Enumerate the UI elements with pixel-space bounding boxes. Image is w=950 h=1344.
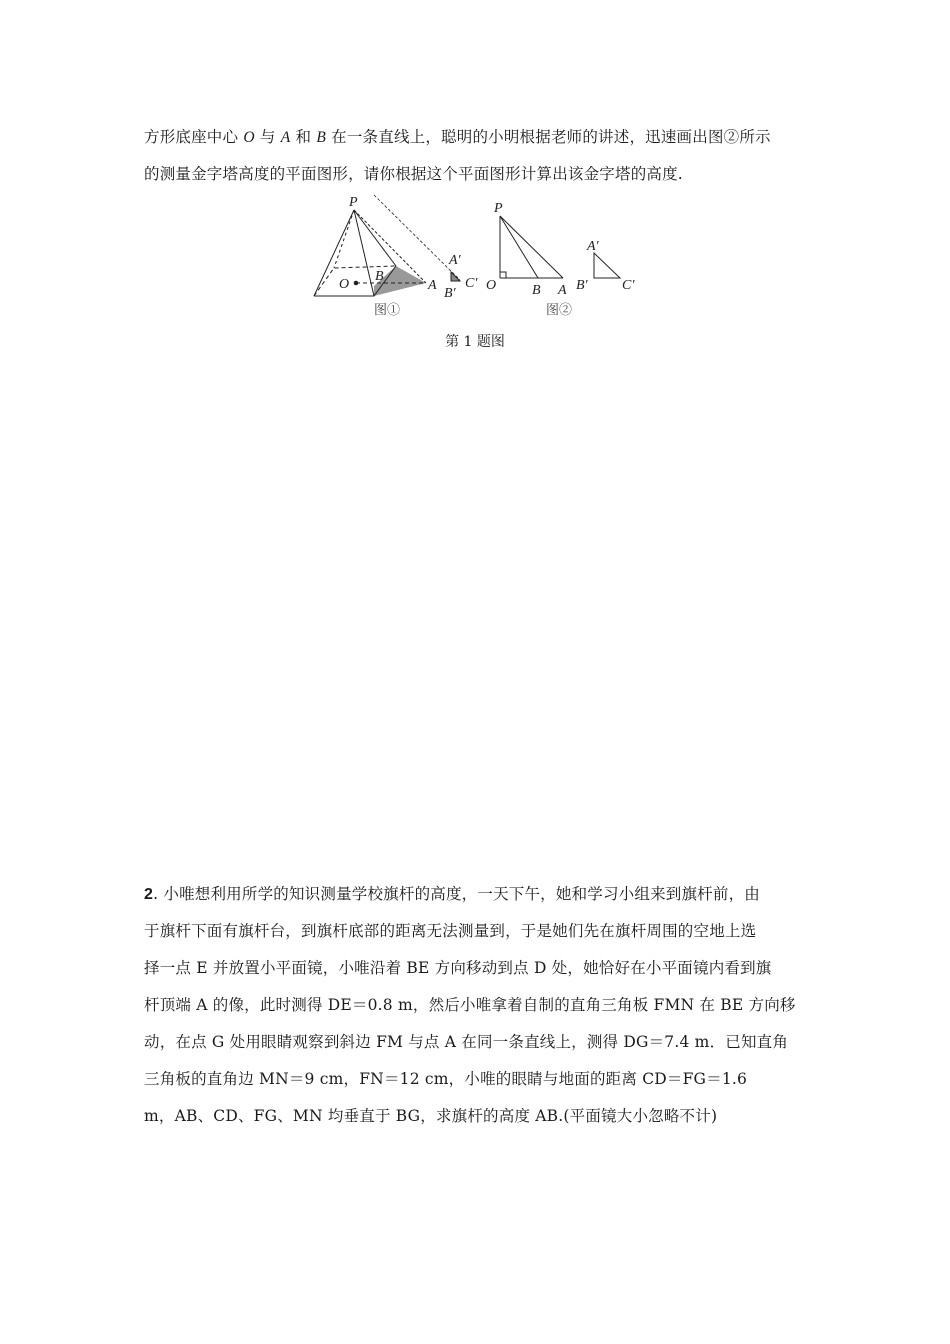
fig2-label-B: B <box>532 283 541 298</box>
problem-1-figures <box>300 190 660 325</box>
figure-1 <box>314 195 460 296</box>
pyramid-diagram <box>300 190 660 325</box>
fig1-label-A: A <box>428 278 437 293</box>
problem-2-line-3: 择一点 E 并放置小平面镜，小唯沿着 BE 方向移动到点 D 处，她恰好在小平面镜内看到旗 <box>144 959 772 977</box>
problem-1-line-1: 方形底座中心 O 与 A 和 B 在一条直线上，聪明的小明根据老师的讲述，迅速画出图②所示 <box>144 128 771 146</box>
fig1-label-A-prime: A′ <box>449 253 461 268</box>
fig2-label-C-prime: C′ <box>622 278 635 293</box>
fig1-caption: 图① <box>374 303 401 318</box>
problem-2-text <box>144 876 808 1135</box>
problem-1-line-2: 的测量金字塔高度的平面图形，请你根据这个平面图形计算出该金字塔的高度. <box>144 165 683 183</box>
problem-2-line-4: 杆顶端 A 的像，此时测得 DE＝0.8 m，然后小唯拿着自制的直角三角板 FMN 在 BE 方向移 <box>144 996 796 1014</box>
fig1-label-B-prime: B′ <box>444 286 456 301</box>
fig1-label-C-prime: C′ <box>465 276 478 291</box>
problem-1-text <box>144 119 808 193</box>
figure-2 <box>500 216 620 278</box>
problem-2-line-1: 2. 小唯想利用所学的知识测量学校旗杆的高度，一天下午，她和学习小组来到旗杆前，由 <box>144 885 760 903</box>
problem-2-line-5: 动，在点 G 处用眼睛观察到斜边 FM 与点 A 在同一条直线上，测得 DG＝7.4 m．已知直角 <box>144 1033 789 1051</box>
problem-2-line-2: 于旗杆下面有旗杆台，到旗杆底部的距离无法测量到，于是她们先在旗杆周围的空地上选 <box>144 922 757 940</box>
problem-2-line-6: 三角板的直角边 MN＝9 cm，FN＝12 cm，小唯的眼睛与地面的距离 CD＝FG＝1.6 <box>144 1070 748 1088</box>
fig1-label-P: P <box>349 195 358 210</box>
figure-caption: 第 1 题图 <box>445 334 505 350</box>
fig2-label-A: A <box>558 283 567 298</box>
fig1-label-B: B <box>375 269 384 284</box>
fig2-label-A-prime: A′ <box>587 239 599 254</box>
fig2-label-P: P <box>494 201 503 216</box>
fig2-caption: 图② <box>546 303 573 318</box>
problem-2-line-7: m，AB、CD、FG、MN 均垂直于 BG，求旗杆的高度 AB.(平面镜大小忽略不计) <box>144 1107 718 1125</box>
problem-number: 2 <box>144 886 154 903</box>
fig1-label-O: O <box>339 277 350 292</box>
fig2-label-O: O <box>486 278 497 293</box>
fig2-label-B-prime: B′ <box>576 278 588 293</box>
